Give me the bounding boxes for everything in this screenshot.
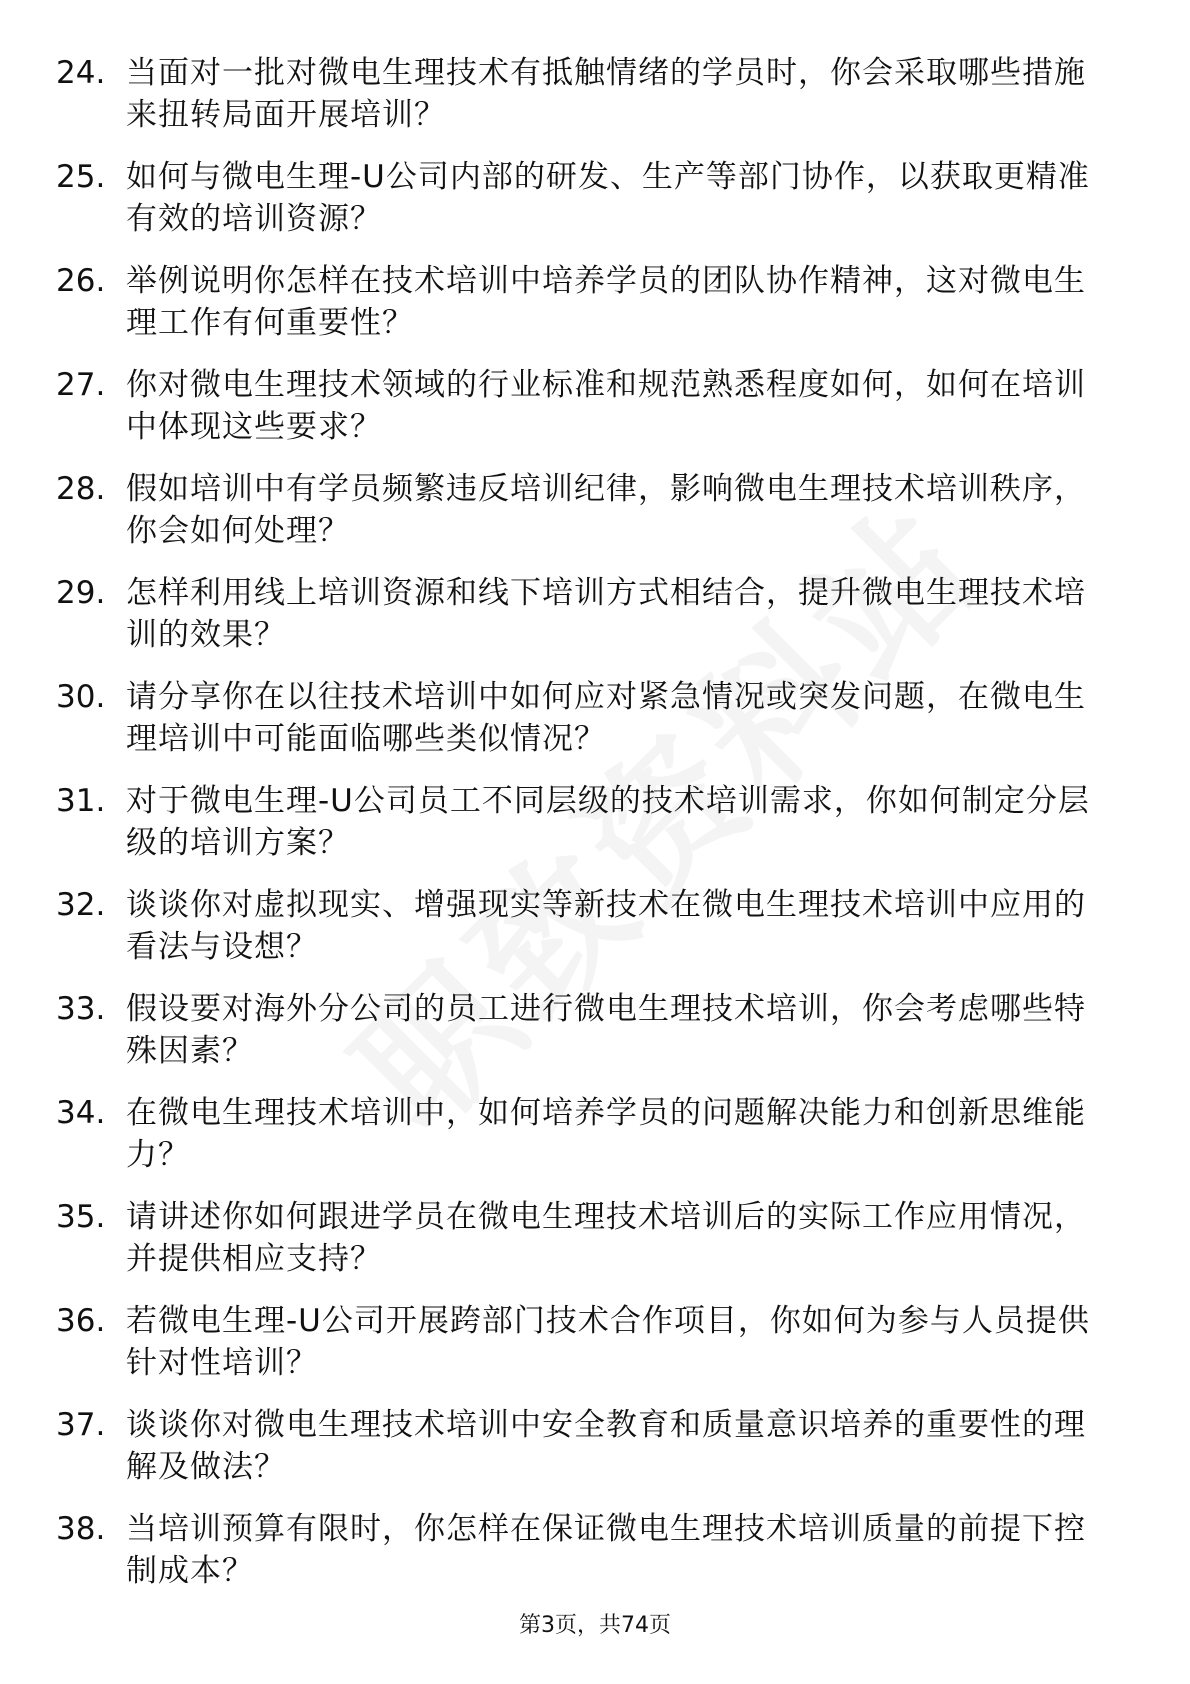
question-text: 假设要对海外分公司的员工进行微电生理技术培训，你会考虑哪些特殊因素？ <box>126 991 1086 1069</box>
question-item <box>56 52 1116 156</box>
question-text: 怎样利用线上培训资源和线下培训方式相结合，提升微电生理技术培训的效果？ <box>126 575 1086 653</box>
question-text: 请讲述你如何跟进学员在微电生理技术培训后的实际工作应用情况，并提供相应支持？ <box>126 1199 1086 1277</box>
question-text: 假如培训中有学员频繁违反培训纪律，影响微电生理技术培训秩序，你会如何处理？ <box>126 471 1086 549</box>
question-text: 你对微电生理技术领域的行业标准和规范熟悉程度如何，如何在培训中体现这些要求？ <box>126 367 1086 445</box>
question-text: 当面对一批对微电生理技术有抵触情绪的学员时，你会采取哪些措施来扭转局面开展培训？ <box>126 55 1086 133</box>
page-footer: 第3页，共74页 <box>519 1613 671 1638</box>
question-number: 29. <box>56 575 106 611</box>
question-text: 如何与微电生理-U公司内部的研发、生产等部门协作，以获取更精准有效的培训资源？ <box>126 159 1090 237</box>
question-number: 31. <box>56 783 106 819</box>
question-text: 在微电生理技术培训中，如何培养学员的问题解决能力和创新思维能力？ <box>126 1095 1086 1173</box>
question-item <box>56 676 1116 780</box>
question-number: 33. <box>56 991 106 1027</box>
question-text: 谈谈你对虚拟现实、增强现实等新技术在微电生理技术培训中应用的看法与设想？ <box>126 887 1086 965</box>
question-number: 24. <box>56 55 106 91</box>
question-item <box>56 1196 1116 1300</box>
question-number: 37. <box>56 1407 106 1443</box>
question-text: 对于微电生理-U公司员工不同层级的技术培训需求，你如何制定分层级的培训方案？ <box>126 783 1090 861</box>
question-number: 32. <box>56 887 106 923</box>
question-number: 38. <box>56 1511 106 1547</box>
question-item <box>56 468 1116 572</box>
question-number: 27. <box>56 367 106 403</box>
question-item <box>56 780 1116 884</box>
question-number: 36. <box>56 1303 106 1339</box>
question-number: 30. <box>56 679 106 715</box>
question-item <box>56 260 1116 364</box>
question-item <box>56 156 1116 260</box>
question-list <box>56 52 1116 1612</box>
question-item <box>56 572 1116 676</box>
question-text: 请分享你在以往技术培训中如何应对紧急情况或突发问题，在微电生理培训中可能面临哪些类似情况？ <box>126 679 1086 757</box>
question-item <box>56 1404 1116 1508</box>
question-number: 34. <box>56 1095 106 1131</box>
question-item <box>56 1508 1116 1612</box>
question-item <box>56 1300 1116 1404</box>
question-item <box>56 1092 1116 1196</box>
question-text: 若微电生理-U公司开展跨部门技术合作项目，你如何为参与人员提供针对性培训？ <box>126 1303 1090 1381</box>
question-number: 26. <box>56 263 106 299</box>
question-number: 35. <box>56 1199 106 1235</box>
question-number: 28. <box>56 471 106 507</box>
question-number: 25. <box>56 159 106 195</box>
question-text: 举例说明你怎样在技术培训中培养学员的团队协作精神，这对微电生理工作有何重要性？ <box>126 263 1086 341</box>
question-item <box>56 364 1116 468</box>
question-text: 当培训预算有限时，你怎样在保证微电生理技术培训质量的前提下控制成本？ <box>126 1511 1086 1589</box>
question-item <box>56 884 1116 988</box>
question-item <box>56 988 1116 1092</box>
question-text: 谈谈你对微电生理技术培训中安全教育和质量意识培养的重要性的理解及做法？ <box>126 1407 1086 1485</box>
